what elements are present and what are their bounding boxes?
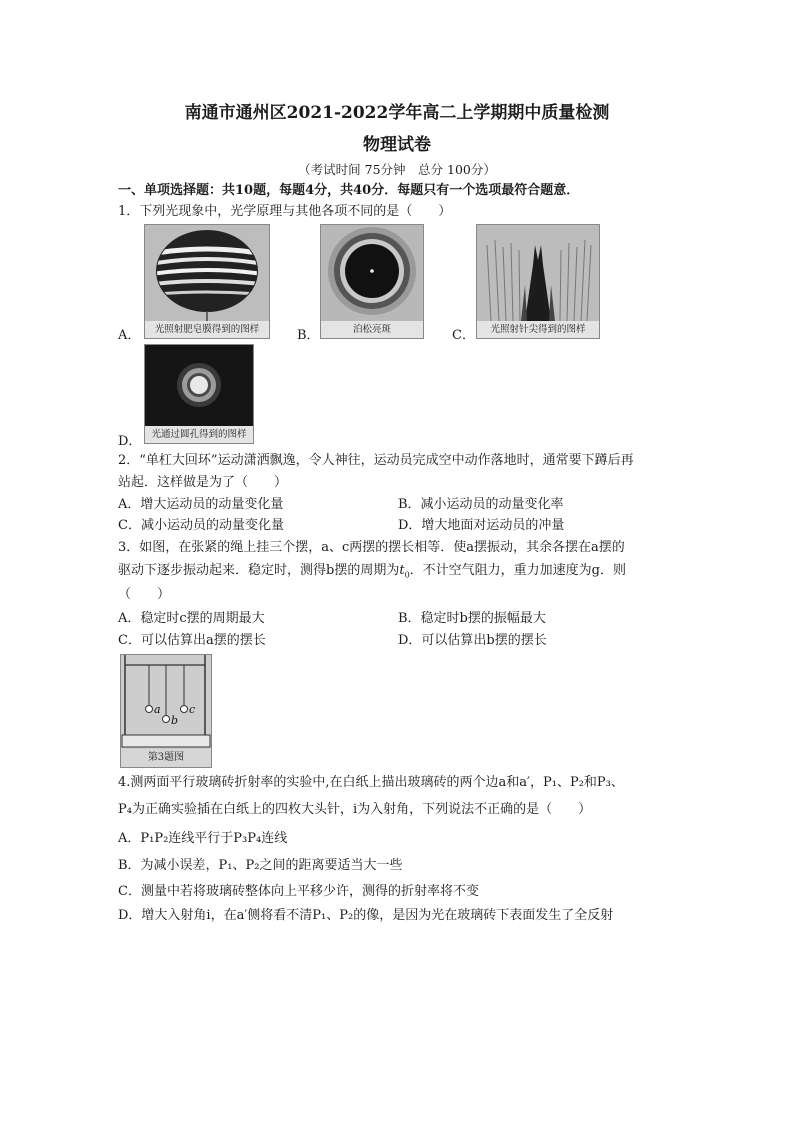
q1-option-d-caption: 光通过圆孔得到的图样 xyxy=(145,426,253,443)
q1-option-d-image xyxy=(144,344,254,444)
exam-info: （考试时间 75分钟 总分 100分） xyxy=(298,162,496,177)
q4-stem-line2: P₄为正确实验插在白纸上的四枚大头针，i为入射角，下列说法不正确的是（ ） xyxy=(118,802,592,817)
q4-option-d: D．增大入射角i，在a′侧将看不清P₁、P₂的像，是因为光在玻璃砖下表面发生了全反射 xyxy=(118,908,614,923)
q1-option-d-label: D． xyxy=(118,434,142,449)
q1-option-a-caption: 光照射肥皂膜得到的图样 xyxy=(145,321,269,338)
q3-option-a: A．稳定时c摆的周期最大 xyxy=(118,611,265,626)
q3-figure xyxy=(120,654,212,768)
q2-stem-line2: 站起．这样做是为了（ ） xyxy=(118,475,288,490)
pendulum-label-c: c xyxy=(189,703,196,716)
q4-option-a: A．P₁P₂连线平行于P₃P₄连线 xyxy=(118,831,288,846)
q1-option-b-image xyxy=(320,224,424,339)
q1-stem: 1．下列光现象中，光学原理与其他各项不同的是（ ） xyxy=(118,204,452,219)
q3-option-d: D．可以估算出b摆的摆长 xyxy=(398,633,547,648)
pendulum-label-b: b xyxy=(171,714,179,727)
circular-aperture-pattern xyxy=(145,345,253,426)
q2-stem-line1: 2．“单杠大回环”运动潇洒飘逸，令人神往，运动员完成空中动作落地时，通常要下蹲后再 xyxy=(118,453,634,468)
q4-stem-line1: 4.测两面平行玻璃砖折射率的实验中,在白纸上描出玻璃砖的两个边a和a′，P₁、P₂和P₃、 xyxy=(118,775,624,790)
q1-option-c-image xyxy=(476,224,600,339)
q4-option-c: C．测量中若将玻璃砖整体向上平移少许，测得的折射率将不变 xyxy=(118,884,479,899)
q2-option-b: B．减小运动员的动量变化率 xyxy=(398,497,564,512)
q2-option-a: A．增大运动员的动量变化量 xyxy=(118,497,284,512)
q3-option-b: B．稳定时b摆的振幅最大 xyxy=(398,611,546,626)
poisson-spot-pattern xyxy=(321,225,423,321)
q3-option-c: C．可以估算出a摆的摆长 xyxy=(118,633,266,648)
q3-stem-line3: （ ） xyxy=(118,587,171,602)
q3-stem-line1: 3．如图，在张紧的绳上挂三个摆，a、c两摆的摆长相等．使a摆振动，其余各摆在a摆的 xyxy=(118,540,625,555)
q3-stem-line2-part2: ．不计空气阻力，重力加速度为g．则 xyxy=(409,563,626,578)
page-title: 南通市通州区2021-2022学年高二上学期期中质量检测 xyxy=(184,103,610,123)
q1-option-c-label: C． xyxy=(452,328,475,343)
q2-option-d: D．增大地面对运动员的冲量 xyxy=(398,518,565,533)
page-subtitle: 物理试卷 xyxy=(363,135,431,155)
needle-tip-pattern xyxy=(477,225,599,321)
q1-option-a-image xyxy=(144,224,270,339)
q2-option-c: C．减小运动员的动量变化量 xyxy=(118,518,284,533)
q1-option-b-label: B． xyxy=(297,328,320,343)
soap-film-pattern xyxy=(145,225,269,321)
q1-option-b-caption: 泊松亮斑 xyxy=(321,321,423,338)
q3-period-symbol: t xyxy=(399,563,405,578)
q3-figure-caption: 第3题图 xyxy=(121,749,211,767)
q3-stem-line2-part1: 驱动下逐步振动起来．稳定时，测得b摆的周期为 xyxy=(118,563,400,578)
q4-option-b: B．为减小误差，P₁、P₂之间的距离要适当大一些 xyxy=(118,858,403,873)
section-heading: 一、单项选择题：共10题，每题4分，共40分．每题只有一个选项最符合题意． xyxy=(118,183,580,198)
q1-option-c-caption: 光照射针尖得到的图样 xyxy=(477,321,599,338)
q1-option-a-label: A． xyxy=(118,328,141,343)
q3-stem-line2 xyxy=(118,562,626,585)
q3-period-subscript: 0 xyxy=(404,570,410,580)
pendulum-label-a: a xyxy=(154,703,161,716)
